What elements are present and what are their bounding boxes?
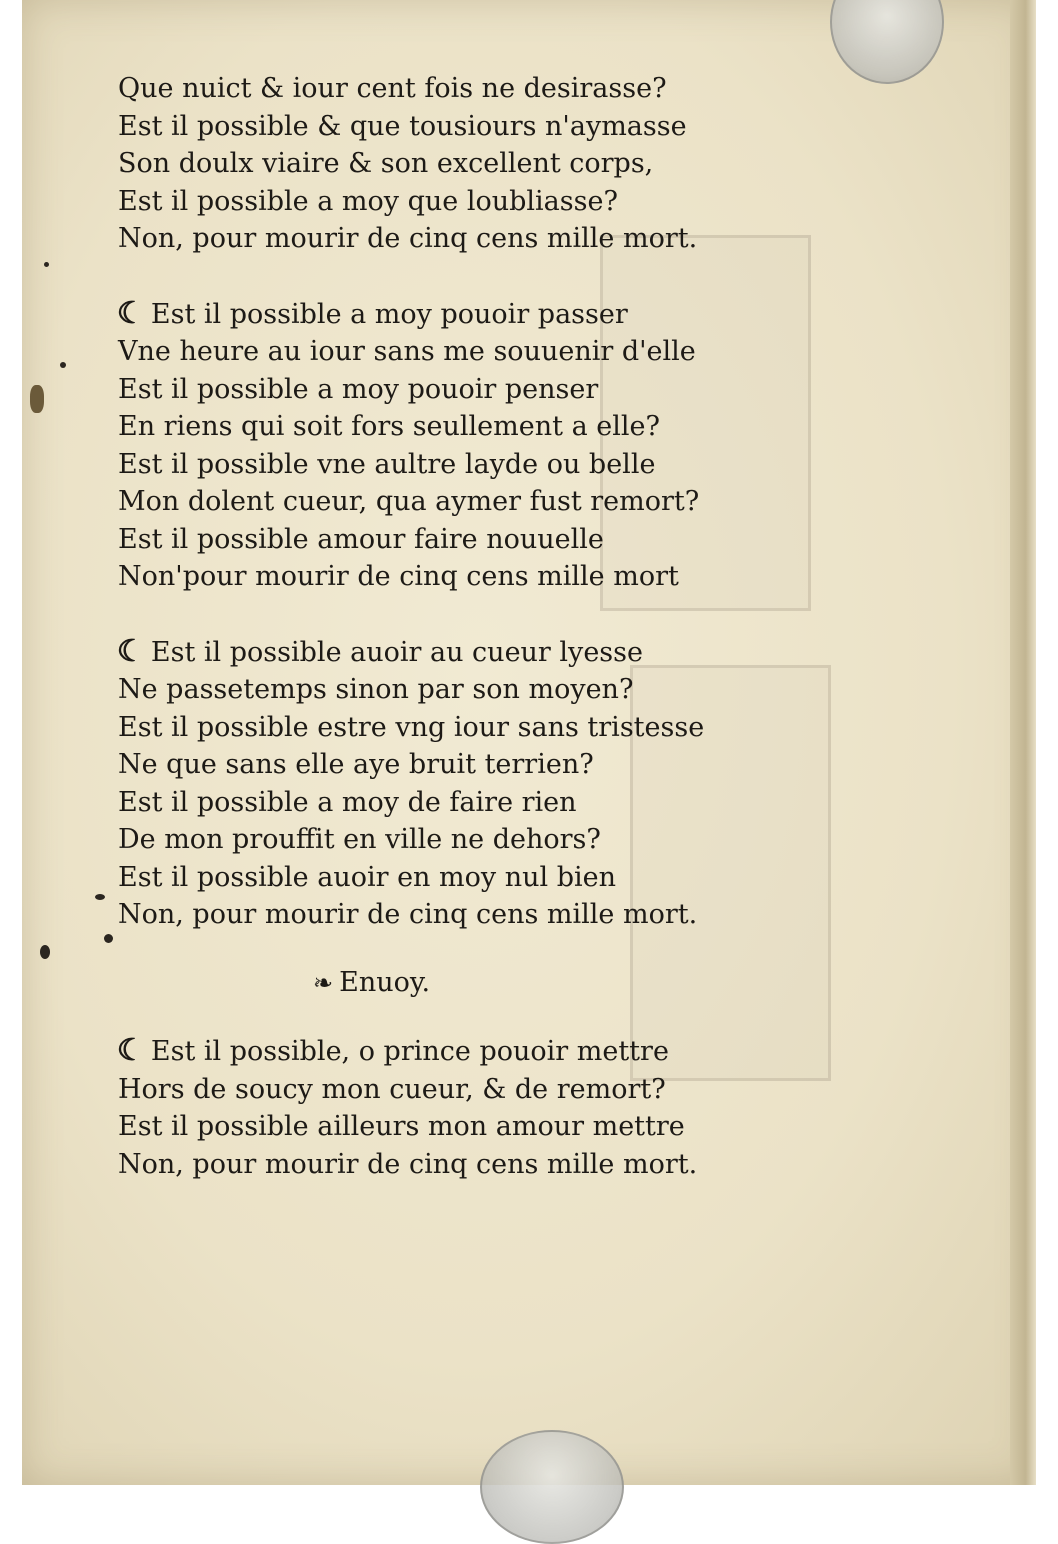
stanza-3	[118, 633, 778, 934]
envoy-title: Enuoy.	[339, 966, 431, 998]
verse-line: En riens qui soit fors seullement a elle?	[118, 411, 660, 442]
verse-line: Est il possible ailleurs mon amour mettre	[118, 1111, 685, 1142]
verse-line: ☾ Est il possible auoir au cueur lyesse	[116, 633, 643, 669]
refrain-line: Non'pour mourir de cinq cens mille mort	[118, 561, 679, 592]
poem-text	[118, 70, 778, 1183]
stanza-gap	[118, 934, 778, 964]
fleuron-icon: ❧	[313, 968, 334, 997]
verse-line: ☾ Est il possible a moy pouoir passer	[116, 295, 628, 331]
stanza-gap	[118, 258, 778, 295]
verse-line: Est il possible a moy de faire rien	[118, 786, 577, 818]
stanza-1	[118, 70, 778, 258]
refrain-line: Non, pour mourir de cinq cens mille mort.	[118, 223, 698, 254]
verse-line: Mon dolent cueur, qua aymer fust remort?	[118, 486, 700, 517]
refrain-line: Non, pour mourir de cinq cens mille mort.	[118, 1148, 698, 1180]
verse-line: Vne heure au iour sans me souuenir d'elle	[118, 336, 696, 367]
verse-line: De mon prouffit en ville ne dehors?	[118, 824, 601, 855]
stain	[30, 385, 44, 413]
verse-line: Son doulx viaire & son excellent corps,	[118, 148, 654, 179]
ink-speck	[104, 934, 113, 943]
glass-clip-bottom	[480, 1430, 624, 1544]
verse-line: Est il possible & que tousiours n'aymasse	[118, 110, 687, 142]
verse-line: Ne passetemps sinon par son moyen?	[118, 674, 634, 705]
page-edge	[1010, 0, 1036, 1485]
ink-speck	[60, 362, 66, 368]
verse-line: Hors de soucy mon cueur, & de remort?	[118, 1073, 666, 1105]
verse-line: Est il possible a moy que loubliasse?	[118, 185, 618, 217]
verse-line: Est il possible vne aultre layde ou belle	[118, 448, 656, 480]
verse-line: Est il possible a moy pouoir penser	[118, 373, 599, 405]
envoy-heading	[118, 964, 778, 1003]
verse-line: Ne que sans elle aye bruit terrien?	[118, 749, 594, 780]
envoy-stanza	[118, 1032, 778, 1183]
verse-line: Est il possible auoir en moy nul bien	[118, 861, 617, 893]
verse-line: Est il possible amour faire nouuelle	[118, 523, 604, 555]
stanza-2	[118, 295, 778, 596]
pilcrow-icon: ☾	[116, 295, 147, 331]
refrain-line: Non, pour mourir de cinq cens mille mort.	[118, 899, 698, 930]
pilcrow-icon: ☾	[116, 633, 147, 669]
stanza-gap	[118, 1002, 778, 1032]
verse-line: Est il possible estre vng iour sans tristesse	[118, 711, 705, 743]
stanza-gap	[118, 596, 778, 633]
verse-line: Que nuict & iour cent fois ne desirasse?	[118, 73, 667, 104]
ink-speck	[95, 894, 105, 900]
ink-speck	[44, 262, 49, 267]
pilcrow-icon: ☾	[116, 1033, 147, 1068]
verse-line: ☾ Est il possible, o prince pouoir mettre	[116, 1033, 669, 1068]
ink-speck	[40, 945, 50, 959]
